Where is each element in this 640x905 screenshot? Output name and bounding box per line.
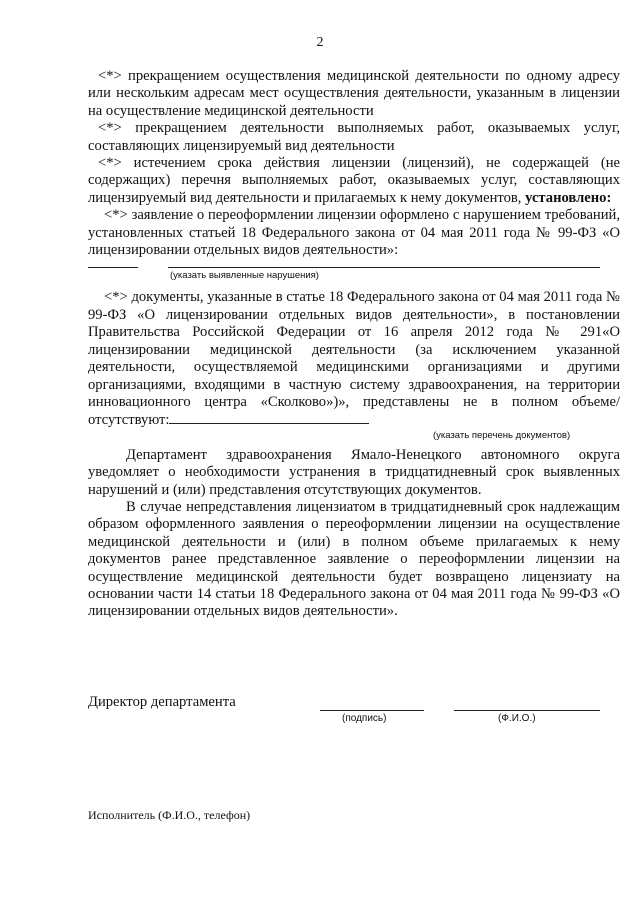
document-body bbox=[88, 68, 620, 621]
paragraph-termination-address: <*> прекращением осуществления медицинской деятельности по одному адресу или нескольким адресам мест осуществления деятельности, указанным в лицензии на осуществление медицинской деятельности bbox=[88, 68, 620, 119]
documents-blank-line[interactable] bbox=[169, 411, 369, 424]
director-label: Директор департамента bbox=[88, 694, 236, 710]
violations-hint: (указать выявленные нарушения) bbox=[170, 270, 319, 282]
paragraph-documents-missing-text: <*> документы, указанные в статье 18 Федерального закона от 04 мая 2011 года № 99-ФЗ «О лицензировании отдельных видов деятельности», в постановлении Правительства Российской Федерации от 16 апреля 2012 года № 291«О лицензировании медицинской деятельности (за исключением указанной деятельности, осуществляемой медицинскими организациями и другими организациями, входящими в частную систему здравоохранения, на территории инновационного центра «Сколково»)», представлены не в полном объеме/отсутствуют: bbox=[88, 289, 620, 429]
executor-label: Исполнитель (Ф.И.О., телефон) bbox=[88, 808, 251, 822]
page-number: 2 bbox=[316, 35, 324, 50]
established-label: установлено: bbox=[525, 189, 612, 206]
violations-blank bbox=[88, 259, 620, 289]
documents-hint: (указать перечень документов) bbox=[433, 429, 571, 441]
paragraph-application-violation: <*> заявление о переоформлении лицензии оформлено с нарушением требований, установленных статьей 18 Федерального закона от 04 мая 2011 года № 99-ФЗ «О лицензировании отдельных видов деятельности»: bbox=[88, 207, 620, 259]
paragraph-termination-works: <*> прекращением деятельности выполняемых работ, оказываемых услуг, составляющих лицензируемый вид деятельности bbox=[88, 120, 620, 154]
documents-hint-row bbox=[88, 430, 620, 443]
paragraph-license-expiry bbox=[88, 155, 620, 207]
paragraph-return-warning: В случае непредставления лицензиатом в тридцатидневный срок надлежащим образом оформленного заявления о переоформлении лицензии на осуществление медицинской деятельности и (или) в полном объеме прилагаемых к нему документов ранее представленное заявление о переоформлении лицензии на осуществление медицинской деятельности будет возвращено лицензиату на основании части 14 статьи 18 Федерального закона от 04 мая 2011 года № 99-ФЗ «О лицензировании отдельных видов деятельности». bbox=[88, 498, 620, 620]
paragraph-documents-missing bbox=[88, 289, 620, 429]
paragraph-license-expiry-text: <*> истечением срока действия лицензии (лицензий), не содержащей (не содержащих) перечня выполняемых работ, оказываемых услуг, составляющих лицензируемый вид деятельности и прилагаемых к нему документов, bbox=[88, 155, 620, 206]
paragraph-department-notice: Департамент здравоохранения Ямало-Ненецкого автономного округа уведомляет о необходимости устранения в тридцатидневный срок выявленных нарушений и (или) представления отсутствующих документов. bbox=[88, 446, 620, 498]
name-caption: (Ф.И.О.) bbox=[498, 713, 536, 724]
signature-block bbox=[88, 694, 620, 734]
violations-line[interactable] bbox=[168, 267, 600, 268]
name-line[interactable] bbox=[454, 710, 600, 711]
signature-caption: (подпись) bbox=[342, 713, 387, 724]
blank-line-segment bbox=[88, 267, 138, 268]
signature-line[interactable] bbox=[320, 710, 424, 711]
